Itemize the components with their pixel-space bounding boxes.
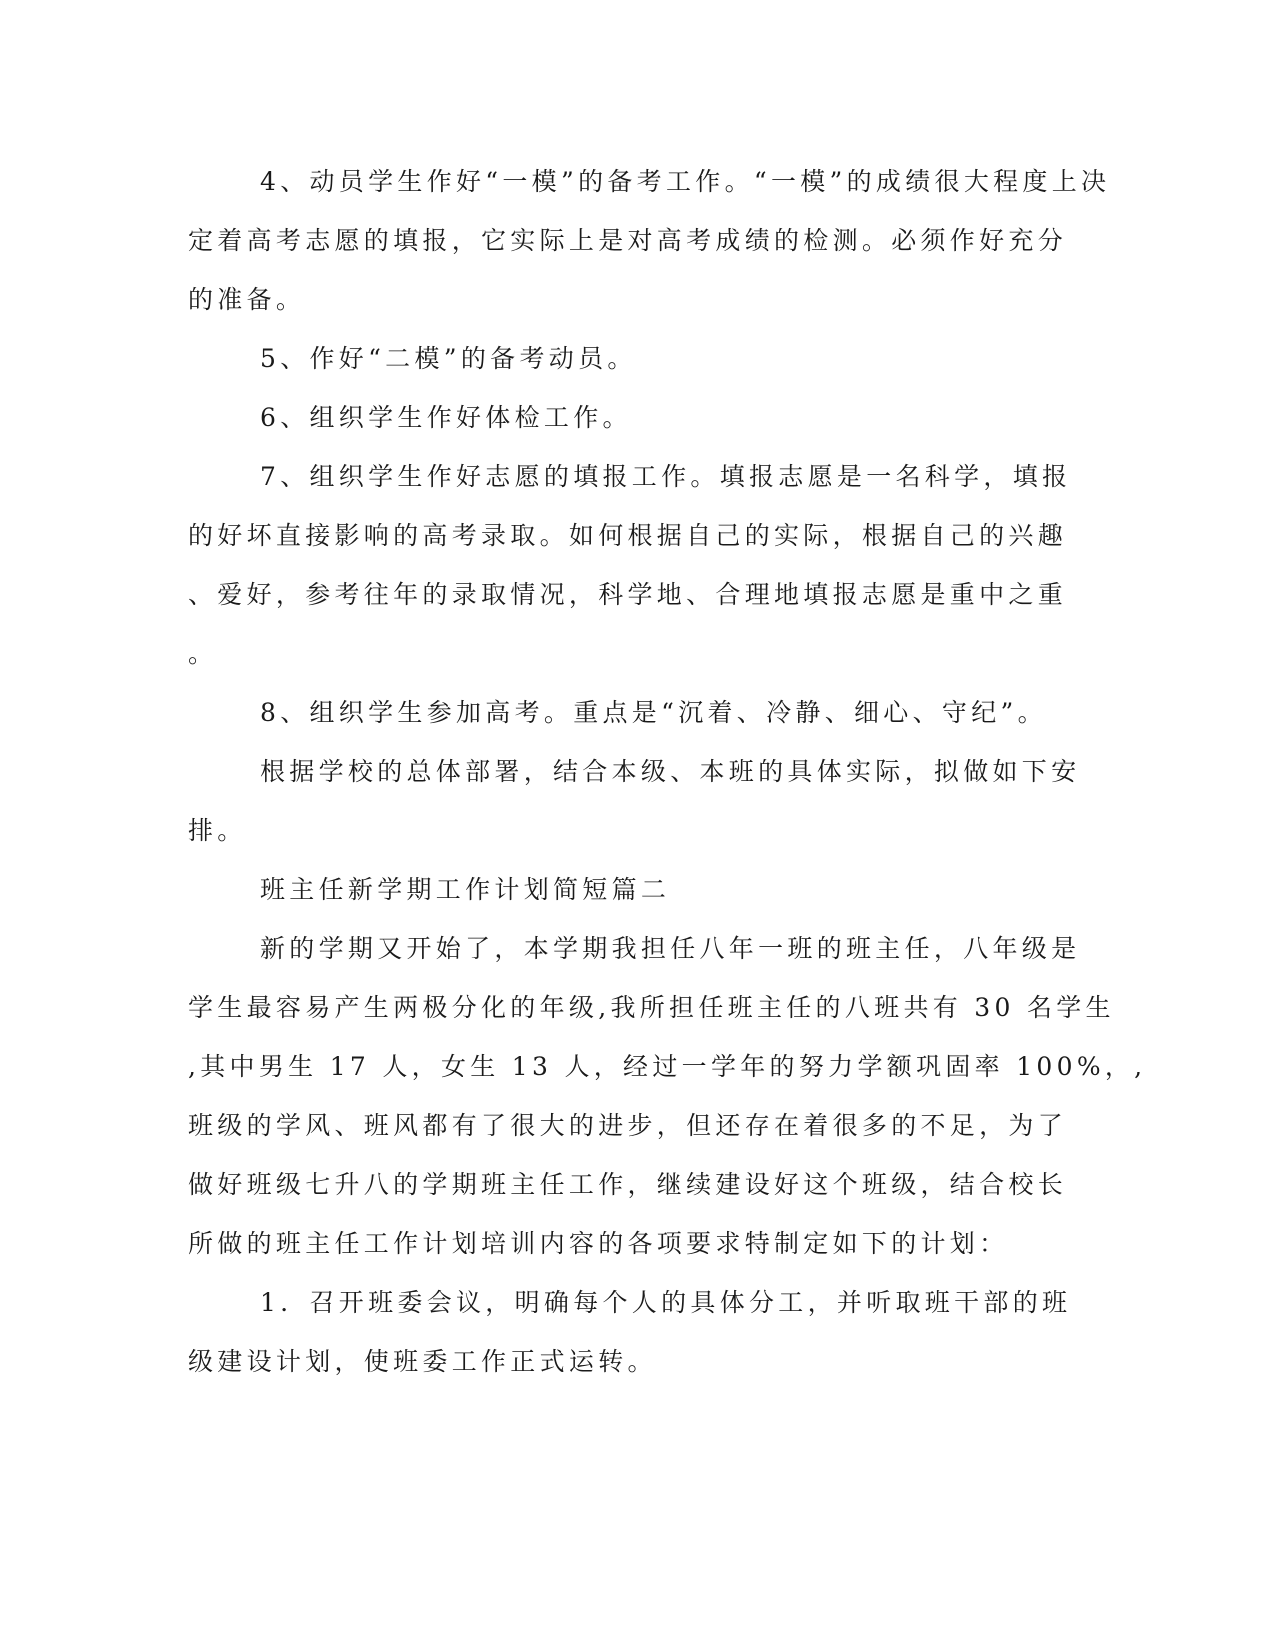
paragraph-line: 学生最容易产生两极分化的年级,我所担任班主任的八班共有 30 名学生 (188, 993, 1115, 1022)
paragraph-line: 8、组织学生参加高考。重点是“沉着、冷静、细心、守纪”。 (260, 698, 1047, 727)
paragraph-line: 根据学校的总体部署，结合本级、本班的具体实际，拟做如下安 (260, 757, 1081, 786)
paragraph-line: 所做的班主任工作计划培训内容的各项要求特制定如下的计划： (188, 1229, 1009, 1258)
paragraph-line: 1．召开班委会议，明确每个人的具体分工，并听取班干部的班 (260, 1288, 1072, 1317)
paragraph-line: 做好班级七升八的学期班主任工作，继续建设好这个班级，结合校长 (188, 1170, 1068, 1199)
paragraph-line: 的准备。 (188, 285, 306, 314)
paragraph-line: 5、作好“二模”的备考动员。 (260, 344, 637, 373)
paragraph-line: 新的学期又开始了，本学期我担任八年一班的班主任，八年级是 (260, 934, 1081, 963)
paragraph-line: 、爱好，参考往年的录取情况，科学地、合理地填报志愿是重中之重 (188, 580, 1068, 609)
paragraph-line: 4、动员学生作好“一模”的备考工作。“一模”的成绩很大程度上决 (260, 167, 1111, 196)
paragraph-line: 排。 (188, 816, 247, 845)
paragraph-line: ,其中男生 17 人，女生 13 人，经过一学年的努力学额巩固率 100%，, (188, 1052, 1147, 1081)
paragraph-line: 的好坏直接影响的高考录取。如何根据自己的实际，根据自己的兴趣 (188, 521, 1068, 550)
paragraph-line: 级建设计划，使班委工作正式运转。 (188, 1347, 657, 1376)
paragraph-line: 。 (188, 639, 218, 668)
section-heading: 班主任新学期工作计划简短篇二 (260, 875, 671, 904)
paragraph-line: 班级的学风、班风都有了很大的进步，但还存在着很多的不足，为了 (188, 1111, 1068, 1140)
paragraph-line: 7、组织学生作好志愿的填报工作。填报志愿是一名科学，填报 (260, 462, 1072, 491)
paragraph-line: 6、组织学生作好体检工作。 (260, 403, 632, 432)
paragraph-line: 定着高考志愿的填报，它实际上是对高考成绩的检测。必须作好充分 (188, 226, 1068, 255)
